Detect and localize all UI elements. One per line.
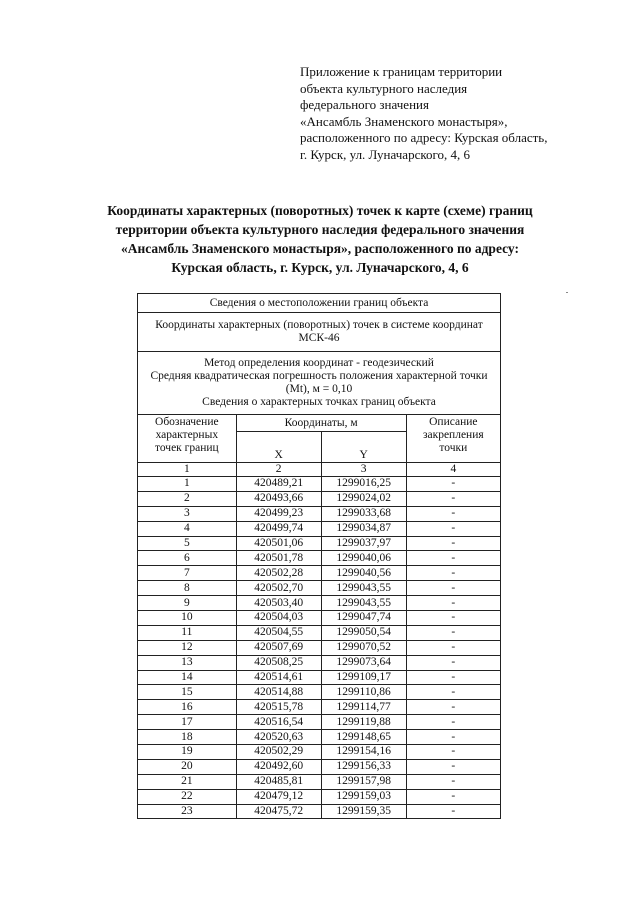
description-cell: - <box>406 700 500 715</box>
appendix-note <box>300 64 630 163</box>
description-header-line: Описание <box>429 416 478 428</box>
y-coordinate-cell: 1299070,52 <box>321 640 406 655</box>
y-coordinate-cell: 1299043,55 <box>321 596 406 611</box>
point-number-cell: 9 <box>138 596 237 611</box>
point-number-cell: 2 <box>138 491 237 506</box>
y-coordinate-cell: 1299114,77 <box>321 700 406 715</box>
table-info-row <box>138 352 501 415</box>
description-cell: - <box>406 685 500 700</box>
designation-header-line: характерных <box>155 429 219 441</box>
description-cell: - <box>406 789 500 804</box>
description-cell: - <box>406 715 500 730</box>
point-number-cell: 16 <box>138 700 237 715</box>
description-cell: - <box>406 774 500 789</box>
description-cell: - <box>406 566 500 581</box>
table-row <box>138 670 501 685</box>
description-cell: - <box>406 640 500 655</box>
table-row <box>138 551 501 566</box>
appendix-line: федерального значения <box>300 97 429 112</box>
table-row <box>138 521 501 536</box>
point-number-cell: 11 <box>138 625 237 640</box>
point-number-cell: 15 <box>138 685 237 700</box>
table-row <box>138 596 501 611</box>
table-row <box>138 640 501 655</box>
y-coordinate-cell: 1299037,97 <box>321 536 406 551</box>
y-coordinate-cell: 1299109,17 <box>321 670 406 685</box>
y-coordinate-cell: 1299110,86 <box>321 685 406 700</box>
appendix-line: объекта культурного наследия <box>300 80 468 96</box>
description-header <box>406 415 500 463</box>
y-coordinate-cell: 1299040,06 <box>321 551 406 566</box>
x-coordinate-cell: 420499,23 <box>236 506 321 521</box>
description-cell: - <box>406 477 500 492</box>
table-row <box>138 536 501 551</box>
x-coordinate-cell: 420493,66 <box>236 491 321 506</box>
coordinates-table <box>137 293 501 819</box>
column-number: 4 <box>406 463 500 477</box>
description-cell: - <box>406 581 500 596</box>
description-cell: - <box>406 521 500 536</box>
x-coordinate-cell: 420515,78 <box>236 700 321 715</box>
designation-header-line: точек границ <box>154 442 219 454</box>
description-header-line: закрепления <box>422 429 484 441</box>
y-coordinate-cell: 1299119,88 <box>321 715 406 730</box>
y-coordinate-cell: 1299024,02 <box>321 491 406 506</box>
table-header-row <box>138 415 501 432</box>
table-row <box>138 789 501 804</box>
y-coordinate-cell: 1299159,03 <box>321 789 406 804</box>
point-number-cell: 6 <box>138 551 237 566</box>
coordinate-rows <box>138 477 501 819</box>
y-coordinate-cell: 1299073,64 <box>321 655 406 670</box>
table-row <box>138 804 501 819</box>
method-line: (Mt), м = 0,10 <box>285 383 353 395</box>
point-number-cell: 13 <box>138 655 237 670</box>
y-coordinate-cell: 1299148,65 <box>321 730 406 745</box>
table-row <box>138 566 501 581</box>
y-coordinate-cell: 1299157,98 <box>321 774 406 789</box>
column-number: 3 <box>321 463 406 477</box>
y-coordinate-cell: 1299034,87 <box>321 521 406 536</box>
x-coordinate-cell: 420504,55 <box>236 625 321 640</box>
table-row <box>138 581 501 596</box>
x-coordinate-cell: 420492,60 <box>236 759 321 774</box>
x-coordinate-cell: 420501,78 <box>236 551 321 566</box>
y-coordinate-cell: 1299047,74 <box>321 611 406 626</box>
description-cell: - <box>406 625 500 640</box>
appendix-line: Приложение к границам территории <box>300 64 503 79</box>
description-cell: - <box>406 759 500 774</box>
x-coordinate-cell: 420499,74 <box>236 521 321 536</box>
method-line: Метод определения координат - геодезический <box>204 357 434 369</box>
x-coordinate-cell: 420514,61 <box>236 670 321 685</box>
y-coordinate-cell: 1299154,16 <box>321 745 406 760</box>
y-coordinate-cell: 1299156,33 <box>321 759 406 774</box>
point-number-cell: 5 <box>138 536 237 551</box>
x-coordinate-cell: 420520,63 <box>236 730 321 745</box>
table-row <box>138 715 501 730</box>
x-coordinate-cell: 420475,72 <box>236 804 321 819</box>
method-line: Сведения о характерных точках границ объекта <box>202 396 436 408</box>
x-coordinate-cell: 420501,06 <box>236 536 321 551</box>
table-row <box>138 477 501 492</box>
y-coordinate-cell: 1299043,55 <box>321 581 406 596</box>
y-coordinate-cell: 1299016,25 <box>321 477 406 492</box>
column-number-row <box>138 463 501 477</box>
coordinates-header: Координаты, м <box>236 415 406 432</box>
table-row <box>138 655 501 670</box>
column-number: 1 <box>138 463 237 477</box>
x-coordinate-cell: 420502,29 <box>236 745 321 760</box>
x-coordinate-cell: 420507,69 <box>236 640 321 655</box>
x-coordinate-cell: 420502,28 <box>236 566 321 581</box>
table-info-row <box>138 313 501 352</box>
title-line: «Ансамбль Знаменского монастыря», расположенного по адресу: <box>121 241 519 256</box>
coordinate-system-line: Координаты характерных (поворотных) точек в системе координат <box>155 319 483 331</box>
table-row <box>138 730 501 745</box>
method-line: Средняя квадратическая погрешность положения характерной точки <box>150 370 488 382</box>
y-coordinate-cell: 1299159,35 <box>321 804 406 819</box>
description-cell: - <box>406 745 500 760</box>
document-title <box>40 201 600 277</box>
point-number-cell: 8 <box>138 581 237 596</box>
point-number-cell: 1 <box>138 477 237 492</box>
y-coordinate-cell: 1299050,54 <box>321 625 406 640</box>
x-header: X <box>236 432 321 463</box>
x-coordinate-cell: 420489,21 <box>236 477 321 492</box>
point-number-cell: 21 <box>138 774 237 789</box>
appendix-line: «Ансамбль Знаменского монастыря», <box>300 113 508 129</box>
y-header: Y <box>321 432 406 463</box>
appendix-line: расположенного по адресу: Курская область, <box>300 130 548 145</box>
description-cell: - <box>406 730 500 745</box>
point-number-cell: 22 <box>138 789 237 804</box>
method-info-cell <box>138 352 501 415</box>
description-header-line: точки <box>439 442 468 454</box>
point-number-cell: 10 <box>138 611 237 626</box>
description-cell: - <box>406 655 500 670</box>
point-number-cell: 3 <box>138 506 237 521</box>
x-coordinate-cell: 420502,70 <box>236 581 321 596</box>
point-number-cell: 14 <box>138 670 237 685</box>
point-number-cell: 18 <box>138 730 237 745</box>
description-cell: - <box>406 551 500 566</box>
point-number-cell: 17 <box>138 715 237 730</box>
table-row <box>138 685 501 700</box>
x-coordinate-cell: 420516,54 <box>236 715 321 730</box>
designation-header-line: Обозначение <box>155 416 219 428</box>
table-row <box>138 506 501 521</box>
y-coordinate-cell: 1299040,56 <box>321 566 406 581</box>
table-row <box>138 611 501 626</box>
description-cell: - <box>406 536 500 551</box>
x-coordinate-cell: 420503,40 <box>236 596 321 611</box>
x-coordinate-cell: 420508,25 <box>236 655 321 670</box>
description-cell: - <box>406 596 500 611</box>
table-row <box>138 774 501 789</box>
description-cell: - <box>406 670 500 685</box>
point-number-cell: 12 <box>138 640 237 655</box>
coordinate-system-line: МСК-46 <box>298 332 340 344</box>
appendix-line: г. Курск, ул. Луначарского, 4, 6 <box>300 146 471 162</box>
description-cell: - <box>406 491 500 506</box>
x-coordinate-cell: 420504,03 <box>236 611 321 626</box>
title-line: территории объекта культурного наследия федерального значения <box>115 222 525 237</box>
designation-header <box>138 415 237 463</box>
table-row <box>138 745 501 760</box>
scan-speck <box>566 292 568 293</box>
x-coordinate-cell: 420479,12 <box>236 789 321 804</box>
y-coordinate-cell: 1299033,68 <box>321 506 406 521</box>
description-cell: - <box>406 611 500 626</box>
point-number-cell: 20 <box>138 759 237 774</box>
x-coordinate-cell: 420485,81 <box>236 774 321 789</box>
table-row <box>138 759 501 774</box>
x-coordinate-cell: 420514,88 <box>236 685 321 700</box>
table-row <box>138 700 501 715</box>
table-row <box>138 491 501 506</box>
boundary-info-cell: Сведения о местоположении границ объекта <box>138 294 501 313</box>
point-number-cell: 23 <box>138 804 237 819</box>
point-number-cell: 7 <box>138 566 237 581</box>
title-line: Координаты характерных (поворотных) точек к карте (схеме) границ <box>107 203 533 218</box>
point-number-cell: 4 <box>138 521 237 536</box>
coordinate-system-cell <box>138 313 501 352</box>
table-info-row <box>138 294 501 313</box>
point-number-cell: 19 <box>138 745 237 760</box>
title-line: Курская область, г. Курск, ул. Луначарского, 4, 6 <box>171 260 469 275</box>
column-number: 2 <box>236 463 321 477</box>
description-cell: - <box>406 506 500 521</box>
table-row <box>138 625 501 640</box>
description-cell: - <box>406 804 500 819</box>
